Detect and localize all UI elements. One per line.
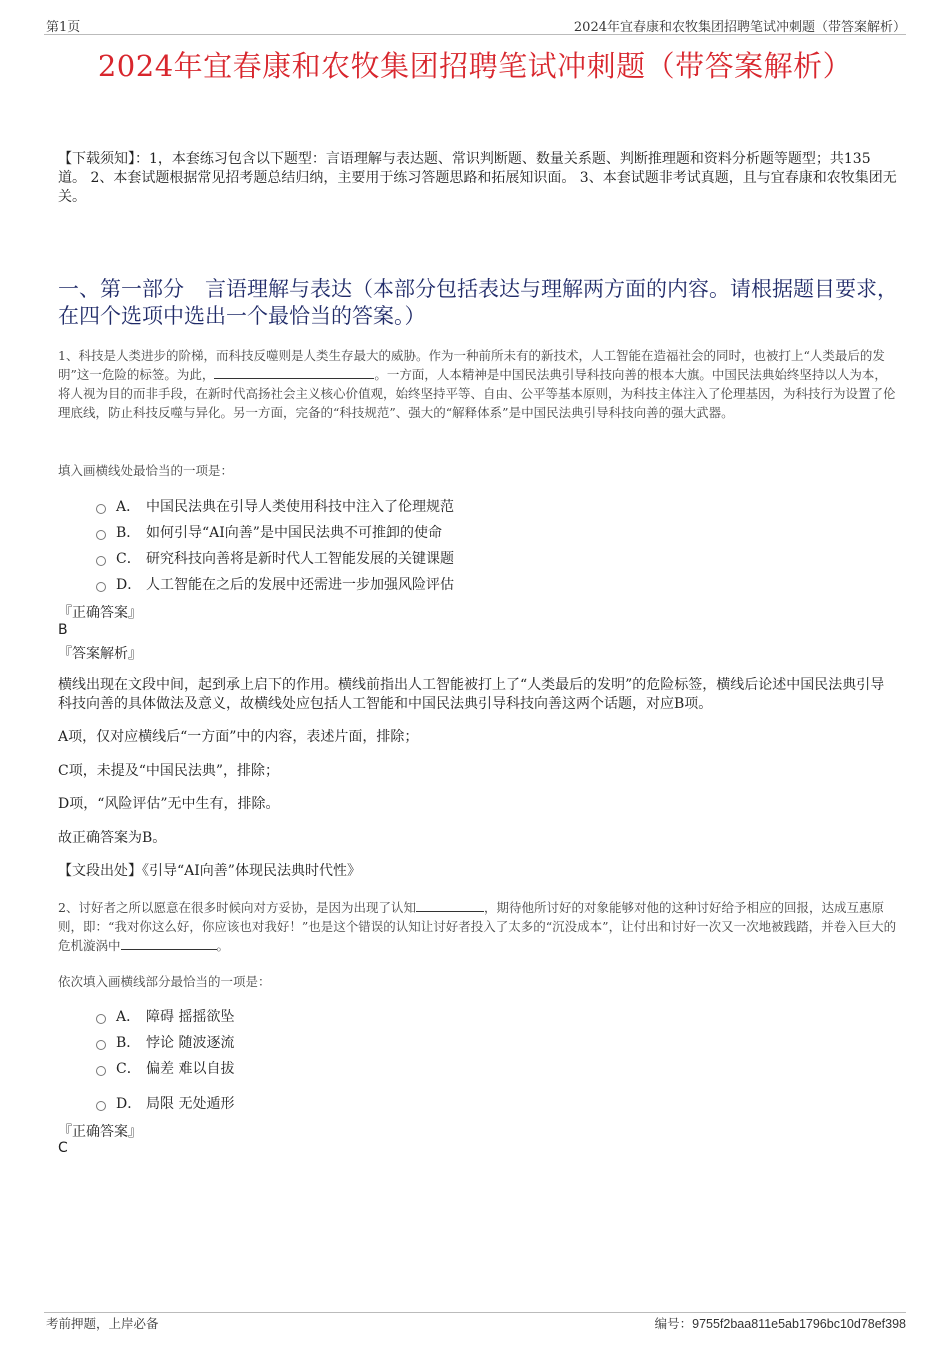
question-1-text-part-a: 1、科技是人类进步的阶梯，而科技反噬则是人类生存最大的威胁。作为一种前所未有的新技术，人工智能在造福社会的同时，也被打上“人类最后的发明”这一危险的标签。为此， <box>58 348 885 382</box>
question-1-option-d[interactable] <box>96 574 454 594</box>
analysis-paragraph: 横线出现在文段中间，起到承上启下的作用。横线前指出人工智能被打上了“人类最后的发明”的危险标签，横线后论述中国民法典引导科技向善的具体做法及意义，故横线处应包括人工智能和中国民法典引导科技向善这两个话题，对应B项。 <box>58 677 885 712</box>
analysis-conclusion: 故正确答案为B。 <box>58 830 167 846</box>
option-text: 人工智能在之后的发展中还需进一步加强风险评估 <box>146 577 454 593</box>
question-2-text-part-a: 2、讨好者之所以愿意在很多时候向对方妥协，是因为出现了认知 <box>58 900 416 915</box>
footer-slogan: 考前押题，上岸必备 <box>46 1316 159 1331</box>
question-1-option-c[interactable] <box>96 548 454 568</box>
option-text: 偏差 难以自拔 <box>146 1061 235 1077</box>
document-code <box>655 1314 906 1332</box>
question-1-option-a[interactable] <box>96 496 454 516</box>
radio-icon[interactable] <box>96 1014 106 1024</box>
option-letter: B． <box>116 1035 141 1051</box>
option-text: 障碍 摇摇欲坠 <box>146 1009 235 1025</box>
page-number: 第1页 <box>46 20 81 35</box>
option-letter: A． <box>116 499 141 515</box>
analysis-paragraph: A项，仅对应横线后“一方面”中的内容，表述片面，排除； <box>58 729 419 745</box>
radio-icon[interactable] <box>96 1066 106 1076</box>
question-2-prompt: 依次填入画横线部分最恰当的一项是： <box>58 974 271 989</box>
radio-icon[interactable] <box>96 1040 106 1050</box>
document-code-value: 9755f2baa811e5ab1796bc10d78ef398 <box>692 1317 906 1331</box>
analysis-paragraph: D项，“风险评估”无中生有，排除。 <box>58 796 280 812</box>
option-letter: D． <box>116 1096 142 1112</box>
radio-icon[interactable] <box>96 530 106 540</box>
option-letter: C． <box>116 1061 141 1077</box>
question-2-option-d[interactable] <box>96 1093 234 1113</box>
document-code-label: 编号： <box>654 1316 693 1331</box>
answer-blank <box>121 937 217 950</box>
option-letter: B． <box>116 525 141 541</box>
option-text: 如何引导“AI向善”是中国民法典不可推卸的使命 <box>146 525 442 541</box>
header-doc-title: 2024年宜春康和农牧集团招聘笔试冲刺题（带答案解析） <box>573 20 906 35</box>
radio-icon[interactable] <box>96 1101 106 1111</box>
correct-answer: B <box>58 622 68 638</box>
option-text: 局限 无处遁形 <box>146 1096 235 1112</box>
correct-answer-label: 『正确答案』 <box>58 1124 142 1140</box>
question-1-text <box>58 346 898 422</box>
radio-icon[interactable] <box>96 582 106 592</box>
answer-blank <box>214 366 374 379</box>
correct-answer-label: 『正确答案』 <box>58 605 142 621</box>
question-1-option-b[interactable] <box>96 522 442 542</box>
radio-icon[interactable] <box>96 504 106 514</box>
option-text: 悖论 随波逐流 <box>146 1035 235 1051</box>
page-title: 2024年宜春康和农牧集团招聘笔试冲刺题（带答案解析） <box>97 49 853 83</box>
question-1-text-part-b: 。一方面，人本精神是中国民法典引导科技向善的根本大旗。中国民法典始终坚持以人为本，将人视为目的而非手段，在新时代高扬社会主义核心价值观，始终坚持平等、自由、公平等基本原则，为科技主体注入了伦理基因，为科技行为设置了伦理底线，防止科技反噬与异化。另一方面，完备的“科技规范”、强大的“解释体系”是中国民法典引导科技向善的强大武器。 <box>58 367 896 420</box>
question-2-option-b[interactable] <box>96 1032 234 1052</box>
question-2-text <box>58 898 898 955</box>
question-2-text-part-c: 。 <box>216 938 230 953</box>
option-letter: D． <box>116 577 142 593</box>
download-notice: 【下载须知】：1，本套练习包含以下题型：言语理解与表达题、常识判断题、数量关系题、判断推理题和资料分析题等题型；共135道。 2、本套试题根据常见招考题总结归纳，主要用于练习答题思路和拓展知识面。 3、本套试题非考试真题，且与宜春康和农牧集团无关。 <box>58 151 897 205</box>
option-letter: A． <box>116 1009 141 1025</box>
answer-blank <box>416 899 484 912</box>
option-text: 研究科技向善将是新时代人工智能发展的关键课题 <box>146 551 454 567</box>
analysis-paragraph: C项，未提及“中国民法典”，排除； <box>58 763 280 779</box>
option-text: 中国民法典在引导人类使用科技中注入了伦理规范 <box>146 499 454 515</box>
footer-divider <box>44 1312 906 1313</box>
radio-icon[interactable] <box>96 556 106 566</box>
section-title: 一、第一部分 言语理解与表达（本部分包括表达与理解两方面的内容。请根据题目要求，在四个选项中选出一个最恰当的答案。） <box>58 277 898 328</box>
source-citation: 【文段出处】《引导“AI向善”体现民法典时代性》 <box>58 863 361 879</box>
question-2-option-c[interactable] <box>96 1058 234 1078</box>
header-divider <box>44 34 906 35</box>
analysis-label: 『答案解析』 <box>58 646 142 662</box>
correct-answer: C <box>58 1140 68 1156</box>
question-1-prompt: 填入画横线处最恰当的一项是： <box>58 463 234 478</box>
option-letter: C． <box>116 551 141 567</box>
question-2-option-a[interactable] <box>96 1006 234 1026</box>
question-2-text-part-b: ，期待他所讨好的对象能够对他的这种讨好给予相应的回报，达成互惠原则，即：“我对你这么好，你应该也对我好！”也是这个错误的认知让讨好者投入了太多的“沉没成本”，让付出和讨好一次又一次地被践踏，并卷入巨大的危机漩涡中 <box>58 900 897 953</box>
